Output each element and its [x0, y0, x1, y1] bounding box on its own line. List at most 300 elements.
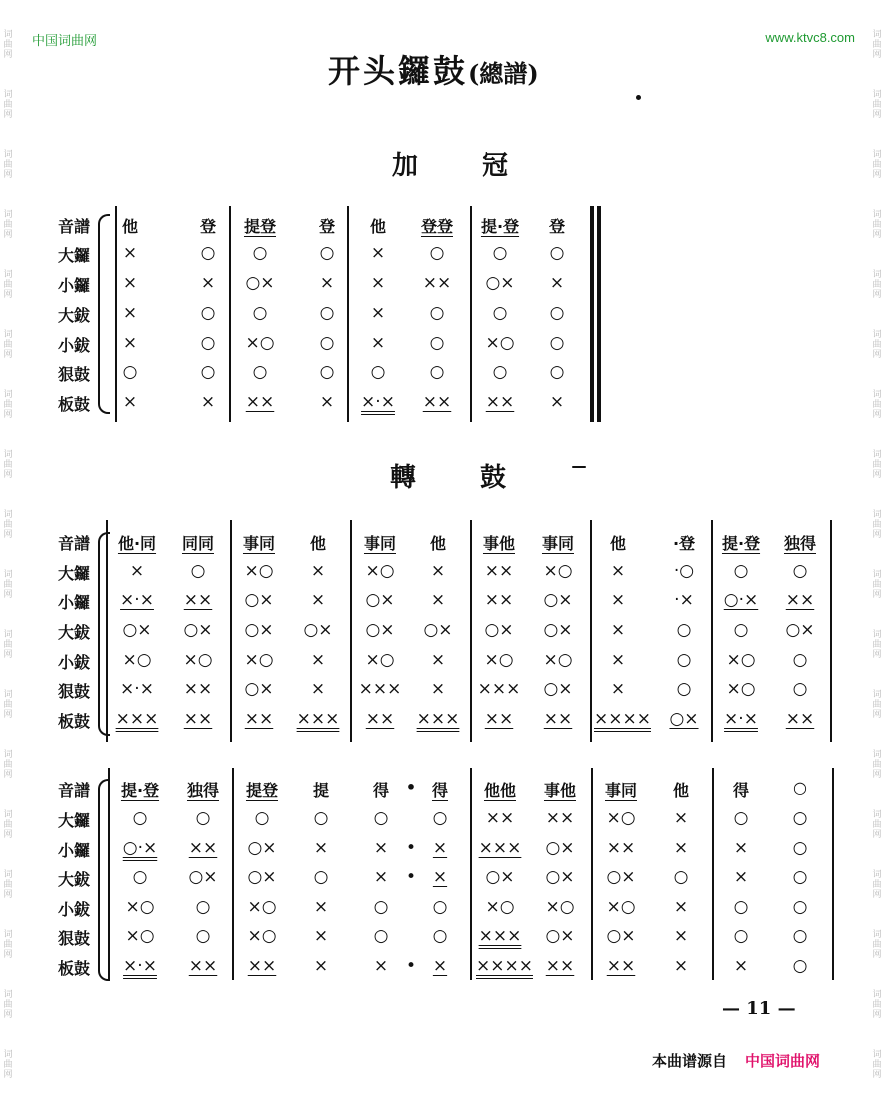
- notation-cell: ××: [183, 590, 213, 610]
- watermark-glyph: 词: [872, 1050, 882, 1060]
- barline: [470, 768, 472, 980]
- watermark-glyph: 曲: [3, 640, 13, 650]
- notation-cell: ○: [190, 561, 206, 581]
- watermark-glyph: 网: [872, 410, 882, 420]
- watermark-glyph: 曲: [872, 280, 882, 290]
- watermark-glyph: 网: [872, 50, 882, 60]
- syllable-cell: 他: [672, 781, 689, 800]
- notation-cell: ○: [792, 926, 808, 946]
- notation-cell: ○×: [606, 926, 636, 946]
- notation-cell: ○: [319, 333, 335, 353]
- row-label: 狠鼓: [57, 365, 90, 384]
- notation-cell: ○: [549, 362, 565, 382]
- watermark-glyph: 曲: [3, 1000, 13, 1010]
- watermark-glyph: 曲: [872, 1060, 882, 1070]
- notation-cell: ○: [676, 650, 692, 670]
- notation-cell: ×○: [726, 650, 756, 670]
- watermark-glyph: 网: [3, 350, 13, 360]
- watermark-glyph: 曲: [872, 400, 882, 410]
- syllable-cell: 同同: [181, 534, 214, 553]
- syllable-cell: 事同: [363, 534, 396, 553]
- barline: [830, 520, 832, 742]
- notation-cell: ×: [430, 679, 446, 699]
- watermark-glyph: 网: [3, 710, 13, 720]
- notation-cell: ○×: [365, 590, 395, 610]
- watermark-glyph: 词: [872, 630, 882, 640]
- notation-cell: ○: [492, 243, 508, 263]
- notation-cell: ○: [313, 808, 329, 828]
- notation-cell: ×: [373, 956, 389, 976]
- page-number: — 11 —: [722, 998, 796, 1019]
- watermark-glyph: 词: [872, 390, 882, 400]
- watermark-glyph: 曲: [3, 400, 13, 410]
- notation-cell: ○×: [485, 867, 515, 887]
- notation-cell: ××: [606, 838, 636, 858]
- notation-cell: ×·×: [361, 392, 395, 412]
- notation-cell: ○: [254, 808, 270, 828]
- watermark-glyph: 曲: [3, 520, 13, 530]
- notation-cell: ×: [610, 590, 626, 610]
- notation-cell: ○: [549, 303, 565, 323]
- notation-cell: ××: [485, 392, 515, 412]
- watermark-glyph: 词: [872, 270, 882, 280]
- notation-cell: ○: [195, 897, 211, 917]
- notation-cell: ○: [492, 303, 508, 323]
- notation-cell: ××: [188, 838, 218, 858]
- title-main: 开头鑼鼓: [328, 52, 469, 90]
- staff-brace: [98, 532, 110, 736]
- syllable-cell: 他: [121, 217, 138, 236]
- footer-brand[interactable]: 中国词曲网: [745, 1052, 821, 1070]
- notation-cell: ○×: [669, 709, 699, 729]
- watermark-glyph: 曲: [872, 460, 882, 470]
- barline: [350, 520, 352, 742]
- syllable-cell: 登: [199, 217, 216, 236]
- notation-cell: ×: [373, 867, 389, 887]
- notation-cell: ×○: [122, 650, 152, 670]
- notation-cell: ○×: [543, 620, 573, 640]
- syllable-cell: 他: [429, 534, 446, 553]
- watermark-glyph: 词: [872, 570, 882, 580]
- row-label: 小鈸: [57, 336, 90, 355]
- notation-cell: ××: [188, 956, 218, 976]
- stray-mark: [572, 466, 586, 468]
- watermark-glyph: 词: [3, 870, 13, 880]
- notation-cell: ○: [252, 303, 268, 323]
- barline: [232, 768, 234, 980]
- watermark-glyph: 网: [872, 770, 882, 780]
- notation-cell: ×××: [477, 679, 521, 699]
- watermark-glyph: 网: [3, 470, 13, 480]
- notation-cell: ×: [200, 392, 216, 412]
- notation-cell: ×: [549, 273, 565, 293]
- watermark-glyph: 词: [3, 810, 13, 820]
- watermark-glyph: 网: [872, 830, 882, 840]
- watermark-glyph: 词: [3, 690, 13, 700]
- notation-cell: ××××: [476, 956, 533, 976]
- notation-cell: ×: [313, 897, 329, 917]
- syllable-cell: 提·登: [480, 217, 520, 236]
- notation-cell: ○: [733, 808, 749, 828]
- notation-cell: ×: [313, 838, 329, 858]
- watermark-glyph: 词: [3, 630, 13, 640]
- notation-cell: ×: [610, 650, 626, 670]
- notation-cell: ○: [195, 926, 211, 946]
- notation-cell: ×: [370, 333, 386, 353]
- barline: [832, 768, 834, 980]
- notation-cell: ○×: [245, 273, 275, 293]
- watermark-glyph: 曲: [872, 40, 882, 50]
- notation-cell: ○×: [545, 867, 575, 887]
- watermark-glyph: 网: [872, 290, 882, 300]
- left-watermark-strip: [0, 0, 16, 1099]
- notation-cell: ○: [252, 362, 268, 382]
- notation-cell: ×○: [485, 897, 515, 917]
- notation-cell: ×·×: [724, 709, 758, 729]
- barline: [230, 520, 232, 742]
- watermark-glyph: 网: [3, 530, 13, 540]
- notation-cell: ○: [432, 897, 448, 917]
- notation-cell: ××: [422, 392, 452, 412]
- notation-cell: ××: [183, 679, 213, 699]
- notation-cell: ××: [245, 392, 275, 412]
- notation-cell: ××: [545, 956, 575, 976]
- notation-cell: ×: [122, 303, 138, 323]
- notation-cell: ×○: [244, 650, 274, 670]
- notation-cell: ×: [610, 679, 626, 699]
- stray-dot: [636, 95, 641, 100]
- notation-cell: ·○: [673, 561, 695, 581]
- notation-cell: •: [405, 867, 417, 887]
- notation-cell: ×: [122, 243, 138, 263]
- watermark-glyph: 词: [3, 90, 13, 100]
- watermark-glyph: 网: [3, 890, 13, 900]
- section-heading-zhuangu: [390, 457, 506, 494]
- final-barline: [590, 206, 594, 422]
- notation-cell: ×○: [543, 561, 573, 581]
- row-label: 音譜: [57, 781, 90, 800]
- notation-cell: ×: [373, 838, 389, 858]
- notation-cell: ×××: [115, 709, 159, 729]
- watermark-glyph: 曲: [872, 640, 882, 650]
- watermark-glyph: 曲: [3, 220, 13, 230]
- syllable-cell: 事同: [604, 781, 637, 800]
- watermark-glyph: 曲: [872, 880, 882, 890]
- notation-cell: ××: [183, 709, 213, 729]
- notation-cell: •: [405, 838, 417, 858]
- notation-cell: ×××: [478, 926, 522, 946]
- notation-cell: ××: [606, 956, 636, 976]
- row-label: 板鼓: [57, 712, 90, 731]
- watermark-glyph: 曲: [872, 520, 882, 530]
- watermark-glyph: 曲: [872, 760, 882, 770]
- notation-cell: ×: [610, 561, 626, 581]
- row-label: 大鑼: [57, 564, 90, 583]
- row-label: 狠鼓: [57, 682, 90, 701]
- barline: [591, 768, 593, 980]
- notation-cell: ○×: [606, 867, 636, 887]
- notation-cell: ×: [733, 956, 749, 976]
- watermark-glyph: 词: [872, 150, 882, 160]
- watermark-glyph: 词: [872, 210, 882, 220]
- notation-cell: ○: [373, 808, 389, 828]
- notation-cell: ×○: [247, 926, 277, 946]
- final-barline: [597, 206, 601, 422]
- watermark-glyph: 词: [872, 510, 882, 520]
- notation-cell: ○×: [244, 620, 274, 640]
- notation-cell: ×: [549, 392, 565, 412]
- syllable-cell: 他: [369, 217, 386, 236]
- row-label: 音譜: [57, 217, 90, 236]
- syllable-cell: 登登: [420, 217, 453, 236]
- notation-cell: ×○: [543, 650, 573, 670]
- syllable-cell: 得: [732, 781, 749, 800]
- heading-char-2: 鼓: [480, 463, 507, 493]
- watermark-glyph: 词: [3, 210, 13, 220]
- watermark-glyph: 网: [3, 110, 13, 120]
- syllable-cell: 独得: [783, 534, 816, 553]
- watermark-glyph: 词: [3, 150, 13, 160]
- notation-cell: ×·×: [123, 956, 157, 976]
- notation-cell: ×·×: [120, 590, 154, 610]
- notation-cell: ×·×: [120, 679, 154, 699]
- notation-cell: ×○: [125, 897, 155, 917]
- notation-cell: ×: [310, 650, 326, 670]
- watermark-glyph: 曲: [3, 100, 13, 110]
- watermark-glyph: 词: [872, 30, 882, 40]
- watermark-glyph: 曲: [872, 220, 882, 230]
- watermark-glyph: 网: [872, 1070, 882, 1080]
- row-label: 板鼓: [57, 395, 90, 414]
- notation-cell: ○: [733, 926, 749, 946]
- watermark-glyph: 词: [3, 990, 13, 1000]
- notation-cell: ○: [792, 561, 808, 581]
- watermark-glyph: 词: [872, 990, 882, 1000]
- notation-cell: ×: [430, 650, 446, 670]
- notation-cell: ×: [673, 897, 689, 917]
- notation-cell: ×××: [358, 679, 402, 699]
- site-url[interactable]: www.ktvc8.com: [765, 30, 855, 45]
- notation-cell: ×: [129, 561, 145, 581]
- row-label: 大鈸: [57, 623, 90, 642]
- right-watermark-strip: [869, 0, 885, 1099]
- notation-cell: ○×: [545, 926, 575, 946]
- watermark-glyph: 网: [3, 950, 13, 960]
- notation-cell: •: [405, 956, 417, 976]
- barline: [108, 768, 110, 980]
- syllable-cell: 提·登: [120, 781, 160, 800]
- watermark-glyph: 词: [872, 810, 882, 820]
- notation-cell: ××: [365, 709, 395, 729]
- watermark-glyph: 曲: [3, 40, 13, 50]
- notation-cell: ○: [200, 362, 216, 382]
- watermark-glyph: 网: [872, 110, 882, 120]
- notation-cell: ×: [370, 243, 386, 263]
- notation-cell: ○: [432, 926, 448, 946]
- notation-cell: ○: [429, 243, 445, 263]
- syllable-cell: 他他: [483, 781, 516, 800]
- barline: [470, 520, 472, 742]
- notation-cell: ×: [122, 333, 138, 353]
- row-label: 板鼓: [57, 959, 90, 978]
- notation-cell: ×○: [183, 650, 213, 670]
- watermark-glyph: 网: [872, 710, 882, 720]
- notation-cell: ×○: [125, 926, 155, 946]
- syllable-cell: 得: [431, 781, 448, 800]
- notation-cell: ×: [432, 867, 448, 887]
- watermark-glyph: 词: [3, 1050, 13, 1060]
- notation-cell: ○: [432, 808, 448, 828]
- watermark-glyph: 网: [872, 230, 882, 240]
- notation-cell: ×○: [485, 333, 515, 353]
- notation-cell: ×○: [365, 650, 395, 670]
- watermark-glyph: 网: [872, 530, 882, 540]
- notation-cell: ××: [422, 273, 452, 293]
- watermark-glyph: 曲: [3, 760, 13, 770]
- barline: [712, 768, 714, 980]
- watermark-glyph: 曲: [3, 340, 13, 350]
- notation-cell: ○: [319, 362, 335, 382]
- notation-cell: ×: [310, 679, 326, 699]
- watermark-glyph: 网: [872, 890, 882, 900]
- watermark-glyph: 曲: [3, 1060, 13, 1070]
- notation-cell: ×: [370, 303, 386, 323]
- title-sub: (總譜): [468, 59, 539, 88]
- notation-cell: ×: [319, 392, 335, 412]
- notation-cell: ○: [200, 333, 216, 353]
- watermark-glyph: 网: [3, 1010, 13, 1020]
- notation-cell: ○×: [545, 838, 575, 858]
- watermark-glyph: 词: [872, 930, 882, 940]
- notation-cell: ○: [676, 679, 692, 699]
- notation-cell: ○: [792, 897, 808, 917]
- notation-cell: ×○: [245, 333, 275, 353]
- barline: [590, 520, 592, 742]
- notation-cell: ○: [132, 808, 148, 828]
- row-label: 大鈸: [57, 306, 90, 325]
- watermark-glyph: 词: [3, 390, 13, 400]
- watermark-glyph: 曲: [3, 460, 13, 470]
- notation-cell: ×○: [244, 561, 274, 581]
- row-label: 大鈸: [57, 870, 90, 889]
- notation-cell: ○×: [244, 590, 274, 610]
- notation-cell: ○: [676, 620, 692, 640]
- notation-cell: ×: [122, 273, 138, 293]
- site-name[interactable]: 中国词曲网: [32, 34, 98, 49]
- notation-cell: ××: [545, 808, 575, 828]
- syllable-cell: 事他: [543, 781, 576, 800]
- notation-cell: ×: [610, 620, 626, 640]
- notation-cell: ×: [313, 926, 329, 946]
- notation-cell: ×○: [247, 897, 277, 917]
- watermark-glyph: 网: [872, 350, 882, 360]
- notation-cell: ○: [733, 620, 749, 640]
- notation-cell: ○: [733, 561, 749, 581]
- notation-cell: ×: [673, 838, 689, 858]
- watermark-glyph: 曲: [872, 100, 882, 110]
- notation-cell: ○: [319, 303, 335, 323]
- notation-cell: ×: [313, 956, 329, 976]
- syllable-cell: ·登: [672, 534, 696, 553]
- notation-cell: ○: [792, 838, 808, 858]
- notation-cell: ×: [430, 561, 446, 581]
- watermark-glyph: 网: [3, 290, 13, 300]
- notation-cell: ○: [792, 650, 808, 670]
- notation-cell: ××: [543, 709, 573, 729]
- page-title: [328, 46, 539, 92]
- notation-cell: ○: [132, 867, 148, 887]
- notation-cell: ○: [733, 897, 749, 917]
- syllable-cell: 提: [312, 781, 329, 800]
- watermark-glyph: 曲: [872, 160, 882, 170]
- notation-cell: ○: [549, 333, 565, 353]
- watermark-glyph: 网: [872, 1010, 882, 1020]
- notation-cell: ○: [252, 243, 268, 263]
- notation-cell: ×××: [296, 709, 340, 729]
- notation-cell: ×: [673, 926, 689, 946]
- watermark-glyph: 网: [3, 170, 13, 180]
- notation-cell: ×○: [606, 808, 636, 828]
- watermark-glyph: 网: [872, 470, 882, 480]
- row-label: 音譜: [57, 534, 90, 553]
- barline: [106, 520, 108, 742]
- notation-cell: ○×: [484, 620, 514, 640]
- watermark-glyph: 网: [3, 830, 13, 840]
- row-label: 小鑼: [57, 593, 90, 612]
- notation-cell: ×: [310, 561, 326, 581]
- notation-cell: ×××: [478, 838, 522, 858]
- notation-cell: ○: [373, 897, 389, 917]
- notation-cell: ○: [429, 362, 445, 382]
- watermark-glyph: 词: [872, 90, 882, 100]
- notation-cell: ○: [370, 362, 386, 382]
- syllable-cell: 得: [372, 781, 389, 800]
- notation-cell: ○: [429, 333, 445, 353]
- syllable-cell: 提登: [243, 217, 276, 236]
- notation-cell: ○·×: [723, 590, 759, 610]
- syllable-cell: 事他: [482, 534, 515, 553]
- notation-cell: ○×: [183, 620, 213, 640]
- notation-cell: ○×: [247, 838, 277, 858]
- notation-cell: ○×: [785, 620, 815, 640]
- notation-cell: ×: [319, 273, 335, 293]
- notation-cell: ×: [432, 956, 448, 976]
- notation-cell: ○: [200, 243, 216, 263]
- syllable-cell: 他: [609, 534, 626, 553]
- notation-cell: ××: [244, 709, 274, 729]
- notation-cell: ○: [122, 362, 138, 382]
- watermark-glyph: 网: [872, 590, 882, 600]
- notation-cell: ○: [792, 867, 808, 887]
- watermark-glyph: 词: [3, 750, 13, 760]
- watermark-glyph: 词: [3, 330, 13, 340]
- notation-cell: ××: [785, 590, 815, 610]
- watermark-glyph: 词: [3, 450, 13, 460]
- watermark-glyph: 词: [872, 690, 882, 700]
- heading-char-2: 冠: [482, 151, 509, 181]
- watermark-glyph: 曲: [3, 820, 13, 830]
- notation-cell: ○×: [485, 273, 515, 293]
- notation-cell: ○×: [188, 867, 218, 887]
- watermark-glyph: 词: [872, 330, 882, 340]
- notation-cell: ○×: [303, 620, 333, 640]
- notation-cell: ○×: [423, 620, 453, 640]
- notation-cell: ○×: [365, 620, 395, 640]
- notation-cell: ○: [200, 303, 216, 323]
- watermark-glyph: 曲: [3, 160, 13, 170]
- watermark-glyph: 网: [872, 650, 882, 660]
- syllable-cell: 登: [318, 217, 335, 236]
